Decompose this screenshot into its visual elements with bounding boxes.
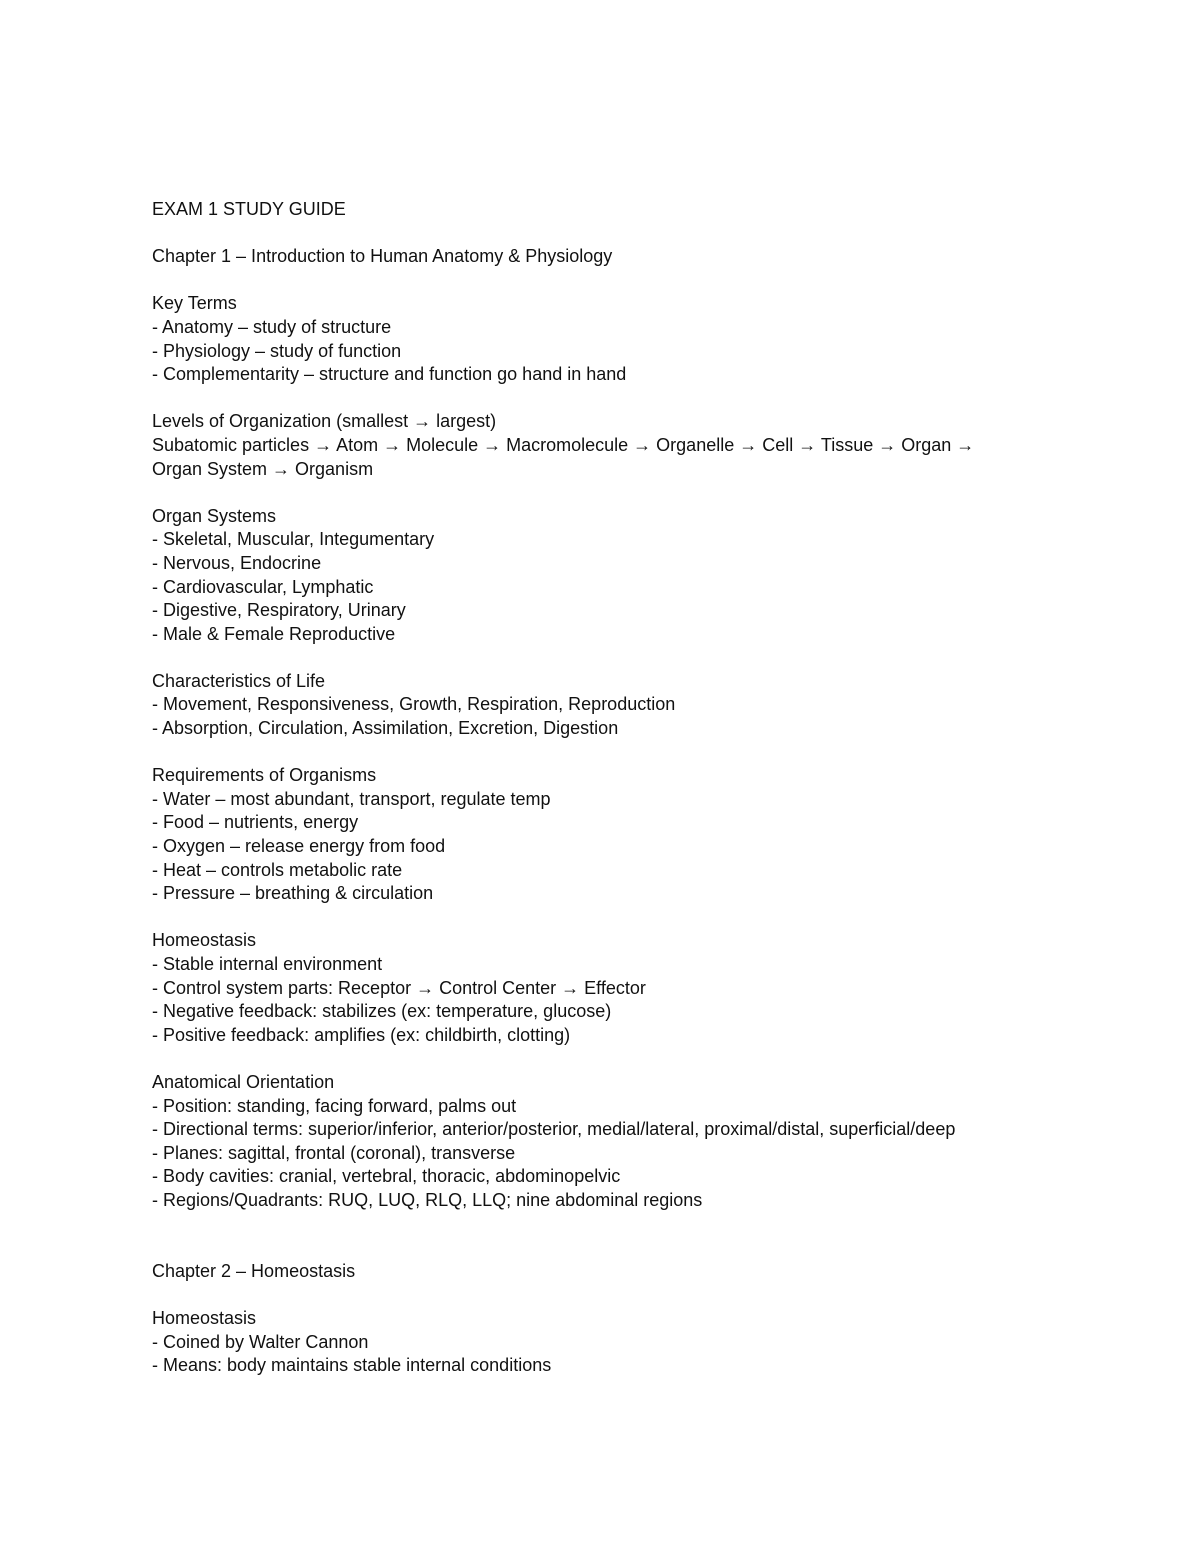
list-item: - Planes: sagittal, frontal (coronal), transverse bbox=[152, 1142, 516, 1163]
list-item: - Oxygen – release energy from food bbox=[152, 836, 446, 857]
list-item: - Means: body maintains stable internal conditions bbox=[152, 1355, 552, 1376]
list-item: - Regions/Quadrants: RUQ, LUQ, RLQ, LLQ; nine abdominal regions bbox=[152, 1189, 703, 1210]
homeostasis-heading: Homeostasis bbox=[152, 930, 257, 951]
chapter-2-homeostasis-heading: Homeostasis bbox=[152, 1307, 257, 1328]
list-item: - Coined by Walter Cannon bbox=[152, 1331, 369, 1352]
list-item: - Complementarity – structure and function go hand in hand bbox=[152, 364, 627, 385]
list-item: - Movement, Responsiveness, Growth, Respiration, Reproduction bbox=[152, 694, 676, 715]
list-item: - Position: standing, facing forward, palms out bbox=[152, 1095, 517, 1116]
list-item: - Body cavities: cranial, vertebral, thoracic, abdominopelvic bbox=[152, 1166, 621, 1187]
requirements-heading: Requirements of Organisms bbox=[152, 765, 377, 786]
organ-systems-heading: Organ Systems bbox=[152, 505, 277, 526]
list-item: - Stable internal environment bbox=[152, 954, 383, 974]
list-item: - Heat – controls metabolic rate bbox=[152, 859, 403, 880]
chapter-2-heading: Chapter 2 – Homeostasis bbox=[152, 1260, 356, 1281]
list-item: - Cardiovascular, Lymphatic bbox=[152, 576, 374, 597]
list-item: - Positive feedback: amplifies (ex: childbirth, clotting) bbox=[152, 1024, 571, 1045]
list-item: - Digestive, Respiratory, Urinary bbox=[152, 600, 406, 621]
list-item: - Pressure – breathing & circulation bbox=[152, 883, 434, 904]
document-body bbox=[152, 198, 1112, 1378]
chapter-1-heading: Chapter 1 – Introduction to Human Anatomy & Physiology bbox=[152, 246, 613, 267]
list-item: - Negative feedback: stabilizes (ex: temperature, glucose) bbox=[152, 1001, 612, 1022]
list-item: - Anatomy – study of structure bbox=[152, 316, 392, 337]
list-item: - Absorption, Circulation, Assimilation, Excretion, Digestion bbox=[152, 718, 619, 739]
list-item: - Nervous, Endocrine bbox=[152, 552, 322, 573]
levels-heading: Levels of Organization (smallest → largest) bbox=[152, 411, 497, 432]
levels-line: Organ System → Organism bbox=[152, 458, 374, 479]
list-item: - Water – most abundant, transport, regulate temp bbox=[152, 788, 551, 809]
key-terms-heading: Key Terms bbox=[152, 293, 237, 314]
characteristics-heading: Characteristics of Life bbox=[152, 670, 326, 691]
list-item: - Male & Female Reproductive bbox=[152, 623, 396, 644]
orientation-heading: Anatomical Orientation bbox=[152, 1071, 335, 1092]
list-item: - Physiology – study of function bbox=[152, 340, 402, 361]
list-item: - Directional terms: superior/inferior, anterior/posterior, medial/lateral, proximal/distal, superficial/deep bbox=[152, 1119, 956, 1140]
list-item: - Food – nutrients, energy bbox=[152, 812, 359, 833]
levels-line: Subatomic particles → Atom → Molecule → Macromolecule → Organelle → Cell → Tissue → Organ → bbox=[152, 434, 975, 455]
list-item: - Skeletal, Muscular, Integumentary bbox=[152, 529, 435, 550]
list-item: - Control system parts: Receptor → Control Center → Effector bbox=[152, 977, 646, 998]
document-title: EXAM 1 STUDY GUIDE bbox=[152, 199, 346, 219]
